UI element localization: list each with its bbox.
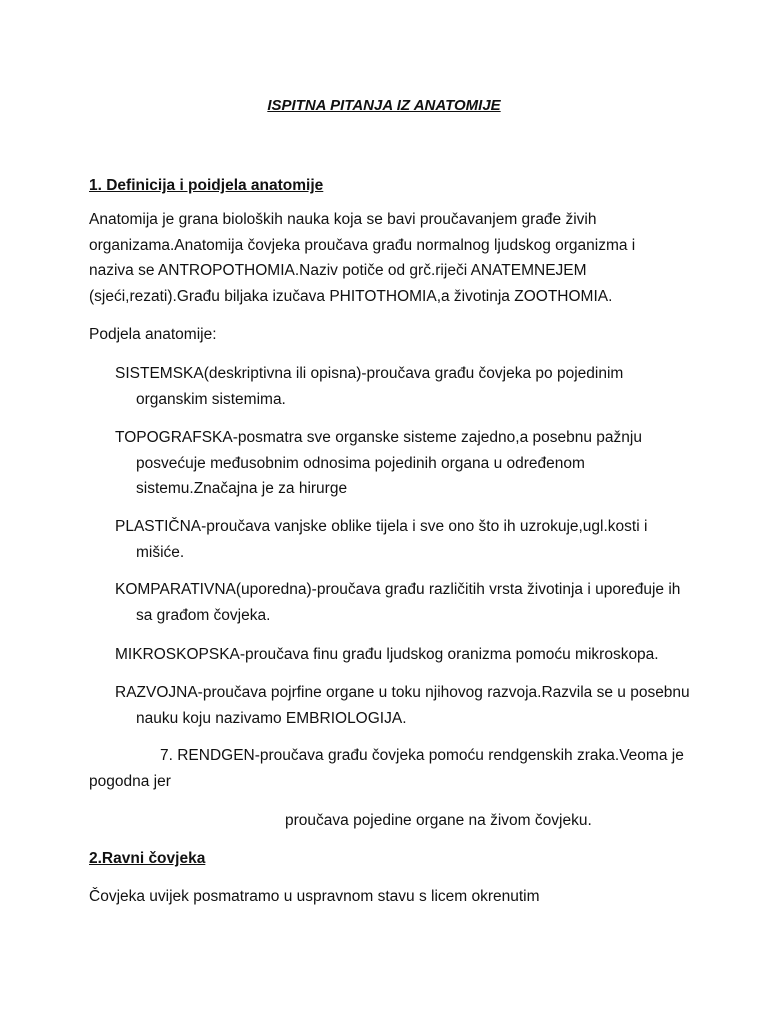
list-item-sistemska: SISTEMSKA(deskriptivna ili opisna)-proučava građu čovjeka po pojedinim organskim sistemima.: [115, 365, 624, 408]
list-item-komparativna: KOMPARATIVNA(uporedna)-proučava građu različitih vrsta životinja i upoređuje ih sa građom čovjeka.: [115, 581, 681, 624]
division-label: Podjela anatomije:: [89, 326, 217, 343]
list-item-razvojna: RAZVOJNA-proučava pojrfine organe u toku njihovog razvoja.Razvila se u posebnu nauku koju nazivamo EMBRIOLOGIJA.: [115, 684, 690, 727]
section-heading-2: 2.Ravni čovjeka: [89, 850, 206, 867]
section-2-intro: Čovjeka uvijek posmatramo u uspravnom stavu s licem okrenutim: [89, 888, 540, 905]
document-title: ISPITNA PITANJA IZ ANATOMIJE: [267, 97, 501, 114]
list-item-mikroskopska: MIKROSKOPSKA-proučava finu građu ljudskog oranizma pomoću mikroskopa.: [115, 646, 659, 663]
section-1-intro: Anatomija je grana bioloških nauka koja se bavi proučavanjem građe živih organizama.Anatomija čovjeka proučava građu normalnog ljudskog organizma i naziva se ANTROPOTHOMIA.Naziv potiče od grč.riječi ANATEMNEJEM (sjeći,rezati).Građu biljaka izučava PHITOTHOMIA,a životinja ZOOTHOMIA.: [89, 211, 636, 305]
list-item-rendgen-continued: proučava pojedine organe na živom čovjeku.: [285, 812, 592, 829]
section-heading-1: 1. Definicija i poidjela anatomije: [89, 177, 324, 194]
list-item-topografska: TOPOGRAFSKA-posmatra sve organske sisteme zajedno,a posebnu pažnju posvećuje međusobnim odnosima pojedinih organa u određenom sistemu.Značajna je za hirurge: [115, 429, 642, 497]
list-item-plasticna: PLASTIČNA-proučava vanjske oblike tijela i sve ono što ih uzrokuje,ugl.kosti i mišiće.: [115, 518, 648, 561]
list-item-rendgen: 7. RENDGEN-proučava građu čovjeka pomoću rendgenskih zraka.Veoma je pogodna jer: [89, 747, 684, 790]
